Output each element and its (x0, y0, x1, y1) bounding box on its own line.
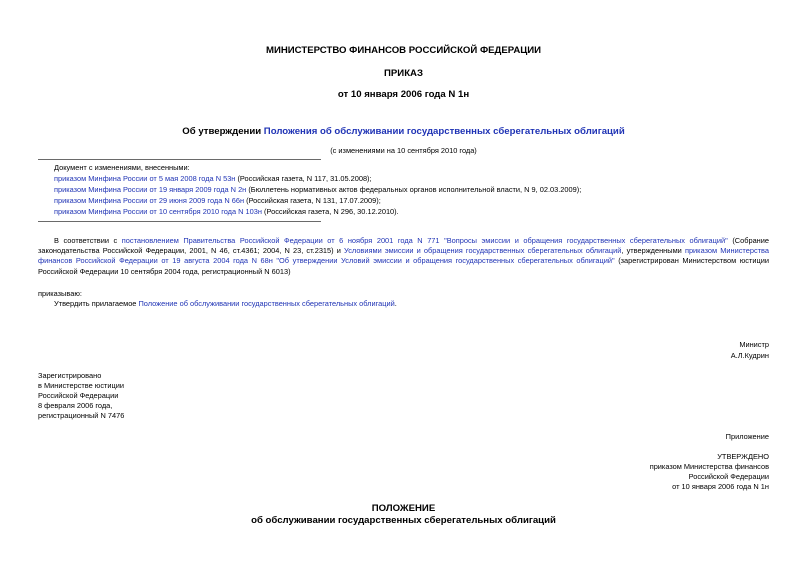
order-word: приказываю: (38, 289, 82, 298)
registration-line: в Министерстве юстиции (38, 381, 125, 390)
order-text (54, 299, 397, 309)
regulation-link[interactable]: Положения об обслуживании государственных сберегательных облигаций (263, 126, 625, 137)
preamble-text: В соответствии с (54, 236, 122, 245)
change-note: (Бюллетень нормативных актов федеральных органов исполнительной власти, N 9, 02.03.2009); (246, 185, 582, 194)
order-text-part: Утвердить прилагаемое (54, 299, 139, 308)
approval-line: приказом Министерства финансов (649, 462, 769, 471)
change-note: (Российская газета, N 131, 17.07.2009); (244, 196, 381, 205)
signature-name: А.Л.Кудрин (730, 351, 769, 360)
approved-stamp: УТВЕРЖДЕНО (717, 452, 769, 461)
preamble-text: , утвержденными (621, 246, 685, 256)
regulation-title: ПОЛОЖЕНИЕ (371, 503, 436, 514)
change-link[interactable]: приказом Минфина России от 5 мая 2008 года N 53н (54, 174, 236, 183)
change-item (54, 174, 372, 184)
registration-line: регистрационный N 7476 (38, 411, 125, 420)
registration-line: 8 февраля 2006 года, (38, 401, 113, 410)
registration-line: Зарегистрировано (38, 371, 102, 380)
title-prefix: Об утверждении (182, 126, 264, 137)
regulation-subtitle: об обслуживании государственных сберегательных облигаций (251, 515, 556, 526)
appendix-label: Приложение (725, 432, 769, 441)
edition-note: (с изменениями на 10 сентября 2010 года) (330, 146, 477, 155)
document-title (0, 126, 807, 137)
approved-regulation-link[interactable]: Положение об обслуживании государственных сберегательных облигаций (138, 299, 395, 308)
change-note: (Российская газета, N 117, 31.05.2008); (235, 174, 372, 183)
change-item (54, 196, 381, 206)
preamble-text: (Собрание законодательства Российской Федерации, 2001, N 46, ст.4361; 2004, N 23, ст.2315) и (38, 236, 770, 256)
change-link[interactable]: приказом Минфина России от 10 сентября 2010 года N 103н (54, 207, 262, 216)
document-type: ПРИКАЗ (384, 68, 423, 79)
change-item (54, 207, 399, 217)
top-divider (38, 159, 321, 160)
approval-line: от 10 января 2006 года N 1н (672, 482, 769, 491)
approval-line: Российской Федерации (688, 472, 769, 481)
minfin-order-link[interactable]: приказом Министерства финансов Российской Федерации от 19 августа 2004 года N 68н "Об утверждении Условий эмиссии и обращения государственных сберегательных облигаций" (38, 246, 769, 266)
signature-position: Министр (739, 340, 769, 349)
change-item (54, 185, 581, 195)
order-text-part: . (394, 299, 397, 308)
preamble-text: (зарегистрирован Министерством юстиции Российской Федерации 10 сентября 2004 года, регистрационный N 6013) (38, 256, 770, 276)
preamble-paragraph (38, 236, 769, 277)
change-link[interactable]: приказом Минфина России от 29 июня 2009 года N 66н (54, 196, 245, 205)
ministry-heading: МИНИСТЕРСТВО ФИНАНСОВ РОССИЙСКОЙ ФЕДЕРАЦИИ (265, 45, 542, 56)
emission-conditions-link[interactable]: Условиями эмиссии и обращения государственных сберегательных облигаций (344, 246, 622, 256)
change-link[interactable]: приказом Минфина России от 19 января 2009 года N 2н (54, 185, 247, 194)
government-decree-link[interactable]: постановлением Правительства Российской Федерации от 6 ноября 2001 года N 771 "Вопросы эмиссии и обращения государственных сберегательных облигаций" (121, 236, 728, 245)
change-note: (Российская газета, N 296, 30.12.2010). (261, 207, 399, 216)
changes-intro: Документ с изменениями, внесенными: (54, 163, 190, 172)
bottom-divider (38, 221, 321, 222)
registration-line: Российской Федерации (38, 391, 119, 400)
document-date-number: от 10 января 2006 года N 1н (337, 89, 470, 100)
